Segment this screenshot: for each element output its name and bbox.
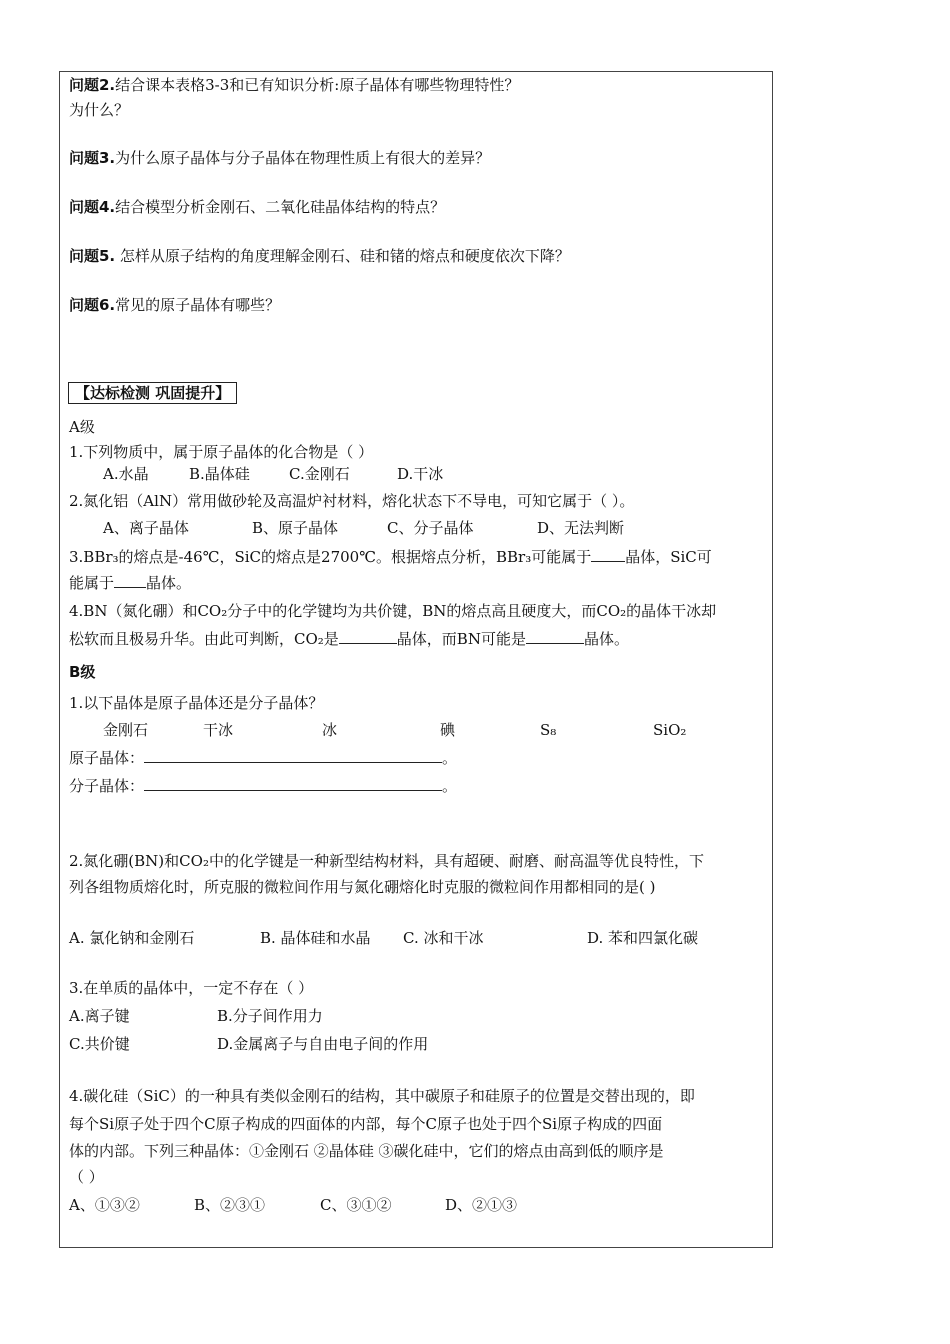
level-b-q4-line4: （ ） (69, 1168, 104, 1186)
question-text: 常见的原子晶体有哪些？ (115, 296, 281, 314)
question-5 (69, 246, 570, 266)
crystal-item: S₈ (540, 721, 557, 739)
level-b-q4-option: A、①③② (69, 1196, 140, 1214)
crystal-item: 碘 (440, 721, 456, 739)
level-b-q3-option: B.分子间作用力 (217, 1007, 323, 1025)
question-text: 怎样从原子结构的角度理解金刚石、硅和锗的熔点和硬度依次下降？ (115, 247, 570, 265)
text-segment: 晶体。 (583, 630, 629, 648)
level-b-q3-option: D.金属离子与自由电子间的作用 (217, 1035, 429, 1053)
text-segment: 。 (442, 777, 458, 795)
level-a-q4-line2 (69, 629, 629, 649)
crystal-item: 干冰 (203, 721, 234, 739)
crystal-item: 金刚石 (103, 721, 149, 739)
crystal-item: 冰 (322, 721, 338, 739)
level-b-q1: 1.以下晶体是原子晶体还是分子晶体？ (69, 694, 324, 712)
level-b-q4-option: B、②③① (194, 1196, 266, 1214)
answer-blank[interactable] (144, 776, 442, 791)
level-a-label: A级 (69, 418, 95, 436)
molecular-crystal-answer-line (69, 776, 457, 796)
level-b-q2-option: A. 氯化钠和金刚石 (69, 929, 195, 947)
question-3 (69, 148, 490, 168)
answer-label: 分子晶体： (69, 777, 145, 795)
level-b-q2-line2: 列各组物质熔化时，所克服的微粒间作用与氮化硼熔化时克服的微粒间作用都相同的是( ) (69, 878, 656, 896)
level-b-label: B级 (69, 663, 96, 681)
answer-blank[interactable] (591, 547, 625, 562)
level-b-q3: 3.在单质的晶体中，一定不存在（ ） (69, 979, 314, 997)
crystal-item: SiO₂ (653, 721, 687, 739)
level-b-q4-option: C、③①② (320, 1196, 392, 1214)
question-label: 问题6. (69, 296, 116, 314)
question-text: 为什么？ (69, 101, 130, 119)
answer-blank[interactable] (144, 748, 442, 763)
level-b-q2-line1: 2.氮化硼(BN)和CO₂中的化学键是一种新型结构材料，具有超硬、耐磨、耐高温等优良特性，下 (69, 852, 704, 870)
answer-blank[interactable] (339, 629, 397, 644)
level-a-q1: 1.下列物质中，属于原子晶体的化合物是（ ） (69, 443, 374, 461)
answer-label: 原子晶体： (69, 749, 145, 767)
level-a-q2-option: B、原子晶体 (252, 519, 339, 537)
question-text: 结合课本表格3-3和已有知识分析:原子晶体有哪些物理特性？ (115, 76, 520, 94)
text-segment: 晶体，SiC可 (625, 548, 712, 566)
question-label: 问题5. (69, 247, 116, 265)
text-segment: 能属于 (69, 574, 115, 592)
level-b-q4-line2: 每个Si原子处于四个C原子构成的四面体的内部，每个C原子也处于四个Si原子构成的四面 (69, 1115, 663, 1133)
level-b-q4-line1: 4.碳化硅（SiC）的一种具有类似金刚石的结构，其中碳原子和硅原子的位置是交替出现的，即 (69, 1087, 695, 1105)
level-b-q3-option: C.共价键 (69, 1035, 130, 1053)
question-text: 为什么原子晶体与分子晶体在物理性质上有很大的差异？ (115, 149, 491, 167)
question-label: 问题2. (69, 76, 116, 94)
level-a-q3-line1 (69, 547, 712, 567)
text-segment: 晶体，而BN可能是 (396, 630, 526, 648)
level-a-q1-option: D.干冰 (397, 465, 444, 483)
question-text: 结合模型分析金刚石、二氧化硅晶体结构的特点？ (115, 198, 446, 216)
level-b-q4-line3: 体的内部。下列三种晶体：①金刚石 ②晶体硅 ③碳化硅中，它们的熔点由高到低的顺序是 (69, 1142, 664, 1160)
level-a-q2-option: A、离子晶体 (103, 519, 189, 537)
level-b-q3-option: A.离子键 (69, 1007, 130, 1025)
level-a-q2: 2.氮化铝（AlN）常用做砂轮及高温炉衬材料，熔化状态下不导电，可知它属于（ ）。 (69, 492, 635, 510)
question-4 (69, 197, 445, 217)
text-segment: 晶体。 (146, 574, 192, 592)
question-2 (69, 75, 519, 95)
question-label: 问题4. (69, 198, 116, 216)
level-a-q1-option: C.金刚石 (289, 465, 350, 483)
level-a-q1-option: B.晶体硅 (189, 465, 250, 483)
level-a-q2-option: C、分子晶体 (387, 519, 474, 537)
question-label: 问题3. (69, 149, 116, 167)
answer-blank[interactable] (526, 629, 584, 644)
level-a-q3-line2 (69, 573, 191, 593)
question-6 (69, 295, 280, 315)
answer-blank[interactable] (114, 573, 146, 588)
level-a-q2-option: D、无法判断 (537, 519, 625, 537)
level-a-q1-option: A.水晶 (103, 465, 149, 483)
question-2-continued (69, 100, 129, 120)
text-segment: 3.BBr₃的熔点是-46℃，SiC的熔点是2700℃。根据熔点分析，BBr₃可能属于 (69, 548, 592, 566)
level-a-q4-line1: 4.BN（氮化硼）和CO₂分子中的化学键均为共价键，BN的熔点高且硬度大，而CO₂的晶体干冰却 (69, 602, 717, 620)
atomic-crystal-answer-line (69, 748, 457, 768)
level-b-q4-option: D、②①③ (445, 1196, 518, 1214)
level-b-q2-option: B. 晶体硅和水晶 (260, 929, 371, 947)
text-segment: 松软而且极易升华。由此可判断，CO₂是 (69, 630, 339, 648)
level-b-q2-option: D. 苯和四氯化碳 (587, 929, 699, 947)
text-segment: 。 (442, 749, 458, 767)
section-title: 【达标检测 巩固提升】 (68, 382, 237, 404)
level-b-q2-option: C. 冰和干冰 (403, 929, 484, 947)
